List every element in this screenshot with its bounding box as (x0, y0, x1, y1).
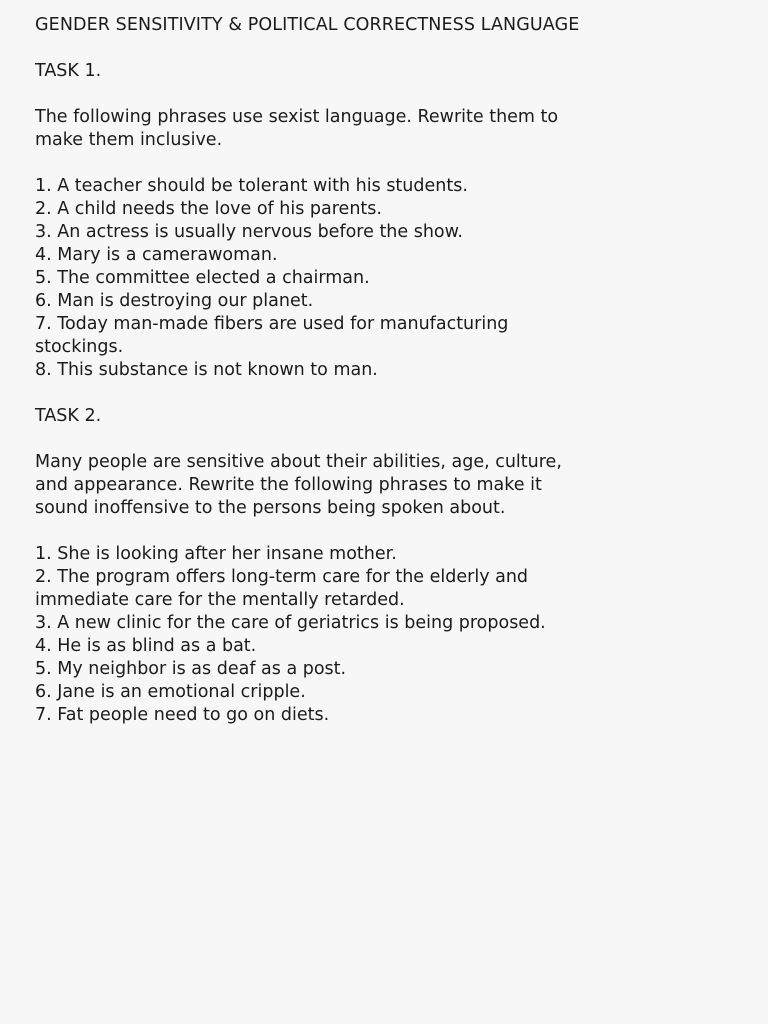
list-item: 4. He is as blind as a bat. (35, 636, 257, 656)
list-item: 6. Man is destroying our planet. (35, 291, 314, 311)
spacer (35, 520, 735, 543)
list-item: 5. My neighbor is as deaf as a post. (35, 659, 347, 679)
list-item: 5. The committee elected a chairman. (35, 268, 370, 288)
document-title: GENDER SENSITIVITY & POLITICAL CORRECTNESS LANGUAGE (35, 15, 580, 35)
spacer (35, 83, 735, 106)
list-item: 1. A teacher should be tolerant with his students. (35, 176, 468, 196)
list-item: 7. Fat people need to go on diets. (35, 705, 330, 725)
list-item: 7. Today man-made fibers are used for manufacturing (35, 314, 509, 334)
spacer (35, 428, 735, 451)
spacer (35, 382, 735, 405)
list-item-continuation: stockings. (35, 337, 124, 357)
task1-instruction-line2: make them inclusive. (35, 130, 223, 150)
task2-instruction-line1: Many people are sensitive about their abilities, age, culture, (35, 452, 562, 472)
task1-heading: TASK 1. (35, 61, 102, 81)
spacer (35, 37, 735, 60)
list-item: 1. She is looking after her insane mother. (35, 544, 397, 564)
task2-heading: TASK 2. (35, 406, 102, 426)
document-page (35, 14, 735, 727)
task2-instruction-line3: sound inoffensive to the persons being spoken about. (35, 498, 506, 518)
list-item: 3. An actress is usually nervous before the show. (35, 222, 463, 242)
list-item: 2. The program offers long-term care for the elderly and (35, 567, 529, 587)
task2-instruction-line2: and appearance. Rewrite the following phrases to make it (35, 475, 542, 495)
list-item: 4. Mary is a camerawoman. (35, 245, 278, 265)
list-item: 3. A new clinic for the care of geriatrics is being proposed. (35, 613, 546, 633)
spacer (35, 152, 735, 175)
task1-list (35, 175, 735, 382)
list-item: 6. Jane is an emotional cripple. (35, 682, 306, 702)
task1-instruction-line1: The following phrases use sexist language. Rewrite them to (35, 107, 559, 127)
list-item: 8. This substance is not known to man. (35, 360, 378, 380)
list-item-continuation: immediate care for the mentally retarded. (35, 590, 405, 610)
list-item: 2. A child needs the love of his parents. (35, 199, 382, 219)
task2-list (35, 543, 735, 727)
